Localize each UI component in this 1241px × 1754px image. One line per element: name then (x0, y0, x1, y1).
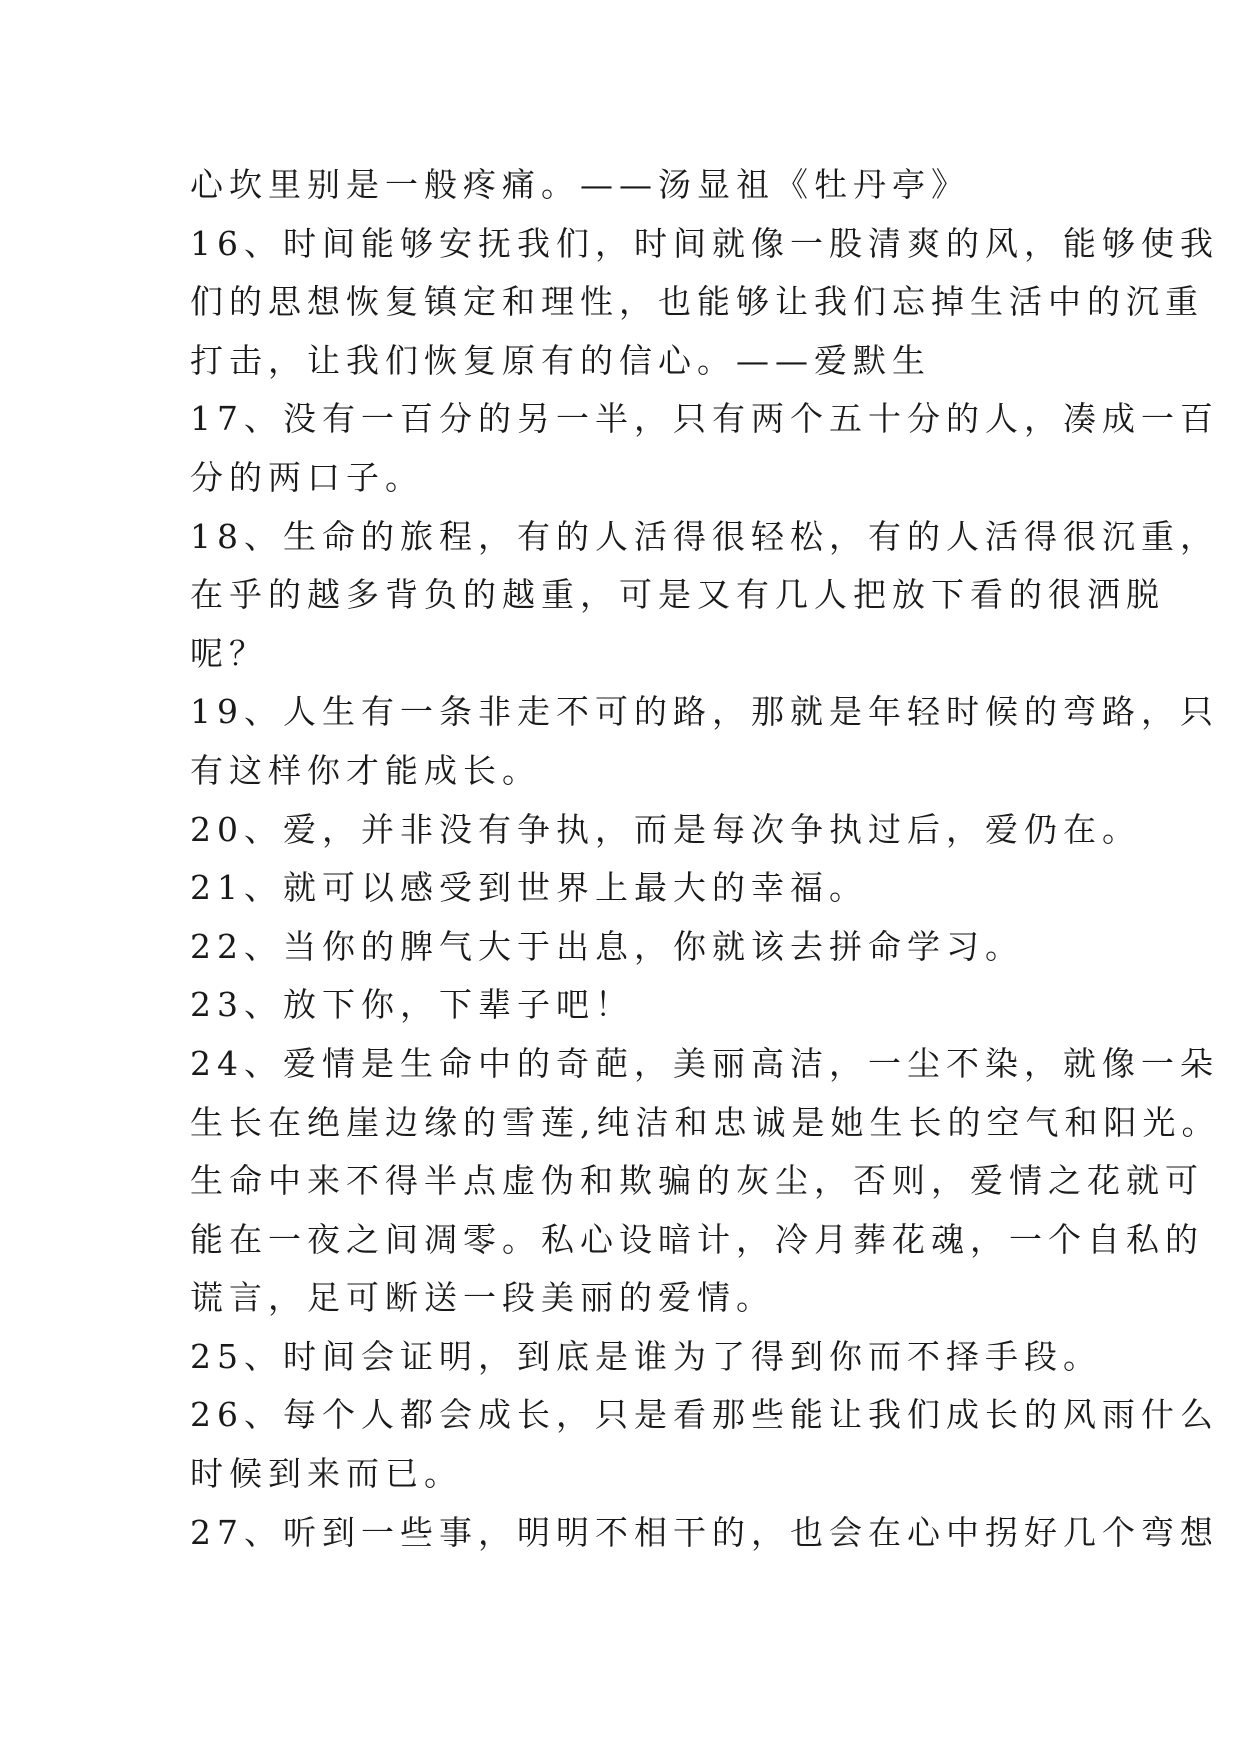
text-line: 打击，让我们恢复原有的信心。——爱默生 (190, 340, 931, 380)
text-line: 18、生命的旅程，有的人活得很轻松，有的人活得很沉重， (190, 516, 1219, 556)
body-text (190, 156, 1221, 1562)
text-line: 生长在绝崖边缘的雪莲,纯洁和忠诚是她生长的空气和阳光。 (190, 1102, 1221, 1142)
text-line: 在乎的越多背负的越重，可是又有几人把放下看的很洒脱 (190, 575, 1165, 615)
text-line: 16、时间能够安抚我们，时间就像一股清爽的风，能够使我 (190, 223, 1219, 263)
text-line: 19、人生有一条非走不可的路，那就是年轻时候的弯路，只 (190, 692, 1219, 732)
text-line: 22、当你的脾气大于出息，你就该去拼命学习。 (190, 926, 1024, 966)
text-line: 心坎里别是一般疼痛。——汤显祖《牡丹亭》 (190, 165, 970, 204)
text-line: 20、爱，并非没有争执，而是每次争执过后，爱仍在。 (190, 809, 1141, 849)
text-line: 23、放下你，下辈子吧！ (190, 985, 634, 1025)
text-line: 26、每个人都会成长，只是看那些能让我们成长的风雨什么 (190, 1395, 1219, 1435)
text-line: 有这样你才能成长。 (190, 750, 541, 790)
text-line: 能在一夜之间凋零。私心设暗计，冷月葬花魂，一个自私的 (190, 1219, 1204, 1259)
text-line: 呢？ (190, 633, 268, 673)
text-line: 17、没有一百分的另一半，只有两个五十分的人，凑成一百 (190, 399, 1219, 439)
text-line: 时候到来而已。 (190, 1454, 463, 1494)
text-line: 21、就可以感受到世界上最大的幸福。 (190, 868, 868, 908)
text-line: 生命中来不得半点虚伪和欺骗的灰尘，否则，爱情之花就可 (190, 1161, 1204, 1201)
text-line: 27、听到一些事，明明不相干的，也会在心中拐好几个弯想 (190, 1512, 1219, 1552)
text-line: 24、爱情是生命中的奇葩，美丽高洁，一尘不染，就像一朵 (190, 1043, 1219, 1083)
text-line: 们的思想恢复镇定和理性，也能够让我们忘掉生活中的沉重 (190, 282, 1204, 322)
text-line: 分的两口子。 (190, 457, 424, 497)
text-line: 谎言，足可断送一段美丽的爱情。 (190, 1278, 775, 1318)
text-line: 25、时间会证明，到底是谁为了得到你而不择手段。 (190, 1336, 1102, 1376)
